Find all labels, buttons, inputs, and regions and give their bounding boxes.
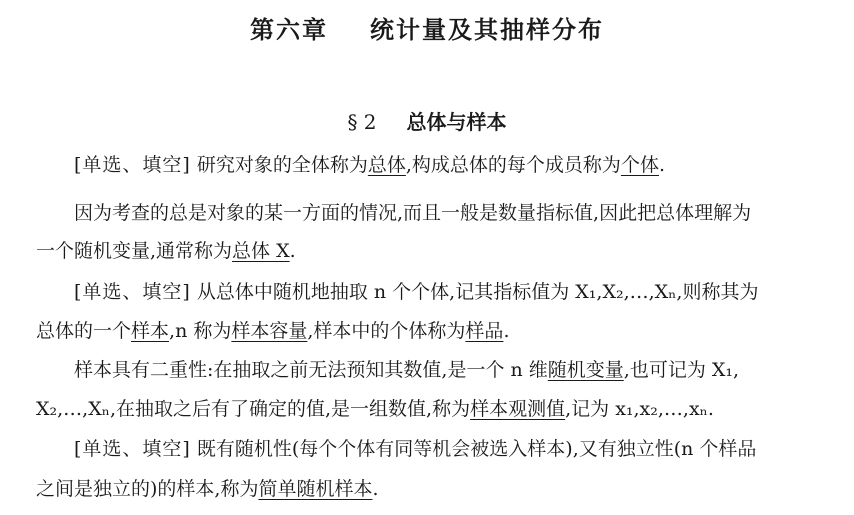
paragraph-2-line-2 [36,238,826,264]
term-sample-size: 样本容量 [231,320,308,342]
question-type-tag: [单选、填空] [74,438,191,460]
text: . [503,320,510,342]
text: 既有随机性(每个个体有同等机会被选入样本),又有独立性(n 个样品 [190,438,757,460]
question-type-tag: [单选、填空] [74,281,191,303]
term-sample-item: 样品 [465,320,504,342]
paragraph-4-line-1 [74,357,826,383]
paragraph-3-line-1 [74,279,826,305]
chapter-number: 第六章 [250,16,328,44]
text: 从总体中随机地抽取 n 个个体,记其指标值为 X₁,X₂,…,Xₙ,则称其为 [190,281,759,303]
term-sample-observation: 样本观测值 [470,398,566,420]
term-simple-random-sample: 简单随机样本 [258,478,373,500]
chapter-title [0,10,854,45]
chapter-name: 统计量及其抽样分布 [370,16,604,44]
text: 一个随机变量,通常称为 [36,240,233,262]
text: . [372,478,379,500]
paragraph-5-line-2 [36,476,826,502]
paragraph-5-line-1 [74,436,826,462]
text: 研究对象的全体称为 [190,154,368,176]
text: ,构成总体的每个成员称为 [405,154,621,176]
term-individual: 个体 [620,154,659,176]
text: X₂,…,Xₙ,在抽取之后有了确定的值,是一组数值,称为 [36,398,471,420]
term-population: 总体 [367,154,406,176]
term-population-x: 总体 X [232,240,290,262]
section-name: 总体与样本 [406,110,507,134]
section-number: § 2 [347,110,377,134]
text: ,记为 x₁,x₂,…,xₙ. [565,398,714,420]
text: ,n 称为 [169,320,232,342]
text: 之间是独立的)的样本,称为 [36,478,259,500]
text: 样本具有二重性:在抽取之前无法预知其数值,是一个 n 维 [74,359,548,381]
paragraph-2-line-1: 因为考查的总是对象的某一方面的情况,而且一般是数量指标值,因此把总体理解为 [74,202,752,224]
paragraph-1 [74,152,826,178]
term-sample: 样本 [131,320,170,342]
paragraph-4-line-2 [36,396,826,422]
section-title [0,106,854,135]
text: . [658,154,665,176]
text: . [289,240,296,262]
question-type-tag: [单选、填空] [74,154,191,176]
text: 总体的一个 [36,320,132,342]
text: ,也可记为 X₁, [623,359,740,381]
paragraph-3-line-2 [36,318,826,344]
term-random-variable: 随机变量 [547,359,624,381]
text: ,样本中的个体称为 [307,320,466,342]
